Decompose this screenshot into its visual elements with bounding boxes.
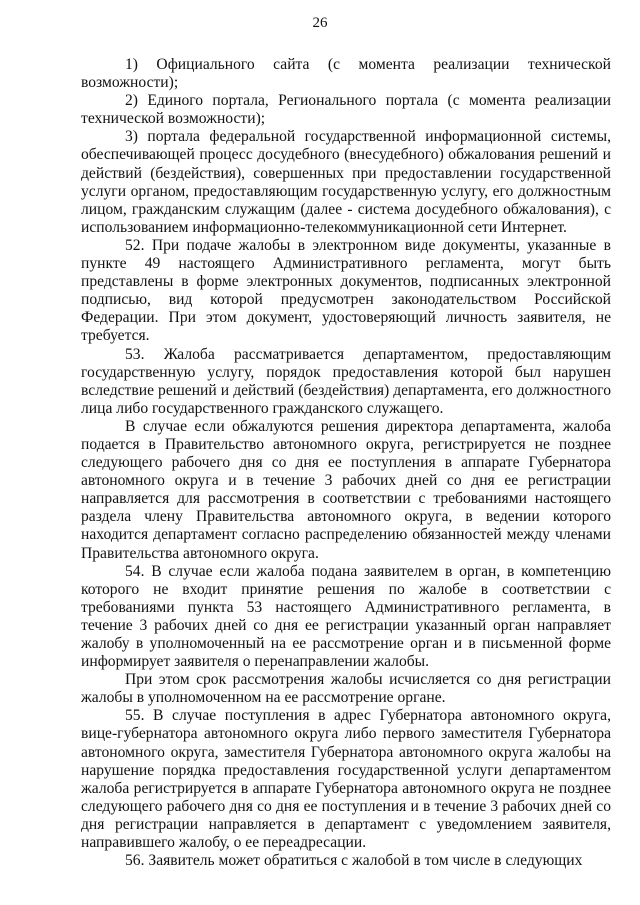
paragraph-item-2: 2) Единого портала, Регионального портала (с момента реализации технической возможности); bbox=[81, 92, 611, 128]
paragraph-53: 53. Жалоба рассматривается департаментом, предоставляющим государственную услугу, порядок предоставления которой был нарушен вследствие решений и действий (бездействия) департамента, его должностного лица либо государственного гражданского служащего. bbox=[81, 345, 611, 417]
page-number: 26 bbox=[312, 15, 328, 31]
document-body bbox=[81, 56, 611, 870]
paragraph-54-term: При этом срок рассмотрения жалобы исчисляется со дня регистрации жалобы в уполномоченном на ее рассмотрение органе. bbox=[81, 671, 611, 707]
paragraph-56: 56. Заявитель может обратиться с жалобой в том числе в следующих bbox=[125, 852, 583, 870]
paragraph-53-director-case: В случае если обжалуются решения директора департамента, жалоба подается в Правительство автономного округа, регистрируется не позднее следующего рабочего дня со дня ее поступления в аппарате Губернатора автономного округа и в течение 3 рабочих дней со дня ее регистрации направляется для рассмотрения в соответствии с требованиями настоящего раздела члену Правительства автономного округа, в ведении которого находится департамент согласно распределению обязанностей между членами Правительства автономного округа. bbox=[81, 417, 611, 562]
paragraph-55: 55. В случае поступления в адрес Губернатора автономного округа, вице-губернатора автономного округа либо первого заместителя Губернатора автономного округа, заместителя Губернатора автономного округа жалобы на нарушение порядка предоставления государственной услуги департаментом жалоба регистрируется в аппарате Губернатора автономного округа не позднее следующего рабочего дня со дня ее поступления и в течение 3 рабочих дней со дня регистрации направляется в департамент с уведомлением заявителя, направившего жалобу, о ее переадресации. bbox=[81, 707, 611, 852]
paragraph-54: 54. В случае если жалоба подана заявителем в орган, в компетенцию которого не входит принятие решения по жалобе в соответствии с требованиями пункта 53 настоящего Административного регламента, в течение 3 рабочих дней со дня ее регистрации указанный орган направляет жалобу в уполномоченный на ее рассмотрение орган и в письменной форме информирует заявителя о перенаправлении жалобы. bbox=[81, 562, 611, 671]
paragraph-item-1: 1) Официального сайта (с момента реализации технической возможности); bbox=[81, 56, 611, 92]
paragraph-52: 52. При подаче жалобы в электронном виде документы, указанные в пункте 49 настоящего Административного регламента, могут быть представлены в форме электронных документов, подписанных электронной подписью, вид которой предусмотрен законодательством Российской Федерации. При этом документ, удостоверяющий личность заявителя, не требуется. bbox=[81, 236, 611, 345]
paragraph-item-3: 3) портала федеральной государственной информационной системы, обеспечивающей процесс досудебного (внесудебного) обжалования решений и действий (бездействия), совершенных при предоставлении государственной услуги органом, предоставляющим государственную услугу, его должностным лицом, гражданским служащим (далее - система досудебного обжалования), с использованием информационно-телекоммуникационной сети Интернет. bbox=[81, 128, 611, 236]
